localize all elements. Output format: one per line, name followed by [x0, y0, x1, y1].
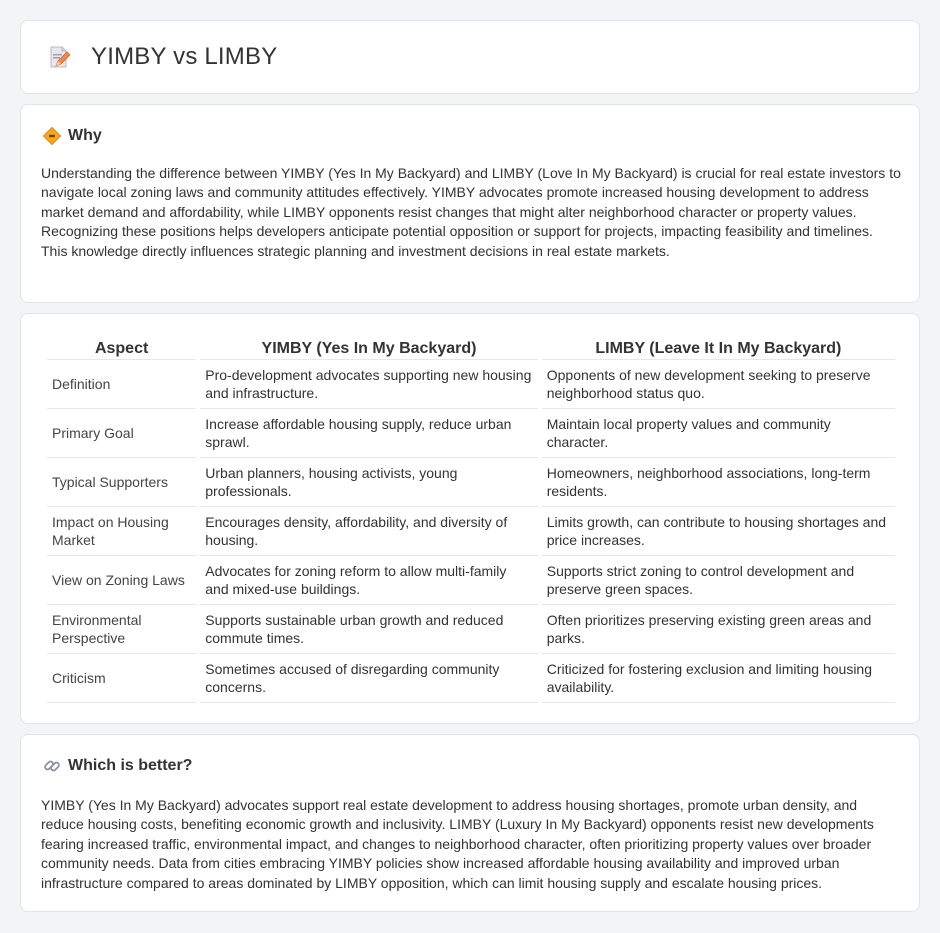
- limby-cell: Supports strict zoning to control development and preserve green spaces.: [542, 556, 895, 605]
- page-title: YIMBY vs LIMBY: [91, 43, 278, 70]
- aspect-cell: Environmental Perspective: [47, 605, 196, 654]
- header-limby: LIMBY (Leave It In My Backyard): [542, 334, 895, 360]
- aspect-cell: Impact on Housing Market: [47, 507, 196, 556]
- limby-cell: Often prioritizes preserving existing green areas and parks.: [542, 605, 895, 654]
- table-row: [47, 654, 895, 703]
- comparison-table: [43, 334, 899, 703]
- comparison-table-card: [20, 313, 920, 724]
- table-row: [47, 507, 895, 556]
- header-yimby: YIMBY (Yes In My Backyard): [200, 334, 537, 360]
- table-row: [47, 360, 895, 409]
- yimby-cell: Supports sustainable urban growth and reduced commute times.: [200, 605, 537, 654]
- header-aspect: Aspect: [47, 334, 196, 360]
- table-row: [47, 409, 895, 458]
- table-row: [47, 556, 895, 605]
- better-heading-row: [43, 757, 192, 775]
- limby-cell: Opponents of new development seeking to preserve neighborhood status quo.: [542, 360, 895, 409]
- table-row: [47, 605, 895, 654]
- better-paragraph: YIMBY (Yes In My Backyard) advocates support real estate development to address housing shortages, promote urban density, and reduce housing costs, benefiting economic growth and inclusivity. LIMBY (Luxury In My Backyard) opponents resist new developments fearing increased traffic, environmental impact, and changes to neighborhood character, often prioritizing property values over broader community needs. Data from cities embracing YIMBY policies show increased affordable housing availability and improved urban infrastructure compared to areas dominated by LIMBY opposition, which can limit housing supply and escalate housing prices.: [41, 797, 874, 891]
- yimby-cell: Encourages density, affordability, and diversity of housing.: [200, 507, 537, 556]
- diamond-sign-icon: [43, 127, 61, 145]
- yimby-cell: Urban planners, housing activists, young professionals.: [200, 458, 537, 507]
- table-header-row: [47, 334, 895, 360]
- better-heading: Which is better?: [68, 757, 193, 774]
- aspect-cell: View on Zoning Laws: [47, 556, 196, 605]
- aspect-cell: Definition: [47, 360, 196, 409]
- limby-cell: Criticized for fostering exclusion and limiting housing availability.: [542, 654, 895, 703]
- why-heading-row: [43, 127, 102, 145]
- why-section: [20, 104, 920, 303]
- yimby-cell: Advocates for zoning reform to allow multi-family and mixed-use buildings.: [200, 556, 537, 605]
- limby-cell: Limits growth, can contribute to housing shortages and price increases.: [542, 507, 895, 556]
- yimby-cell: Increase affordable housing supply, reduce urban sprawl.: [200, 409, 537, 458]
- limby-cell: Homeowners, neighborhood associations, long-term residents.: [542, 458, 895, 507]
- yimby-cell: Sometimes accused of disregarding community concerns.: [200, 654, 537, 703]
- document-pencil-icon: [47, 45, 71, 69]
- limby-cell: Maintain local property values and community character.: [542, 409, 895, 458]
- yimby-cell: Pro-development advocates supporting new housing and infrastructure.: [200, 360, 537, 409]
- link-icon: [43, 757, 61, 775]
- table-row: [47, 458, 895, 507]
- title-card: [20, 20, 920, 94]
- which-is-better-section: [20, 734, 920, 912]
- aspect-cell: Primary Goal: [47, 409, 196, 458]
- aspect-cell: Typical Supporters: [47, 458, 196, 507]
- aspect-cell: Criticism: [47, 654, 196, 703]
- why-heading: Why: [68, 127, 102, 144]
- why-paragraph: Understanding the difference between YIMBY (Yes In My Backyard) and LIMBY (Love In My Backyard) is crucial for real estate investors to navigate local zoning laws and community attitudes effectively. YIMBY advocates promote increased housing development to address market demand and affordability, while LIMBY opponents resist changes that might alter neighborhood character or property values. Recognizing these positions helps developers anticipate potential opposition or support for projects, impacting feasibility and timelines. This knowledge directly influences strategic planning and investment decisions in real estate markets.: [41, 165, 901, 259]
